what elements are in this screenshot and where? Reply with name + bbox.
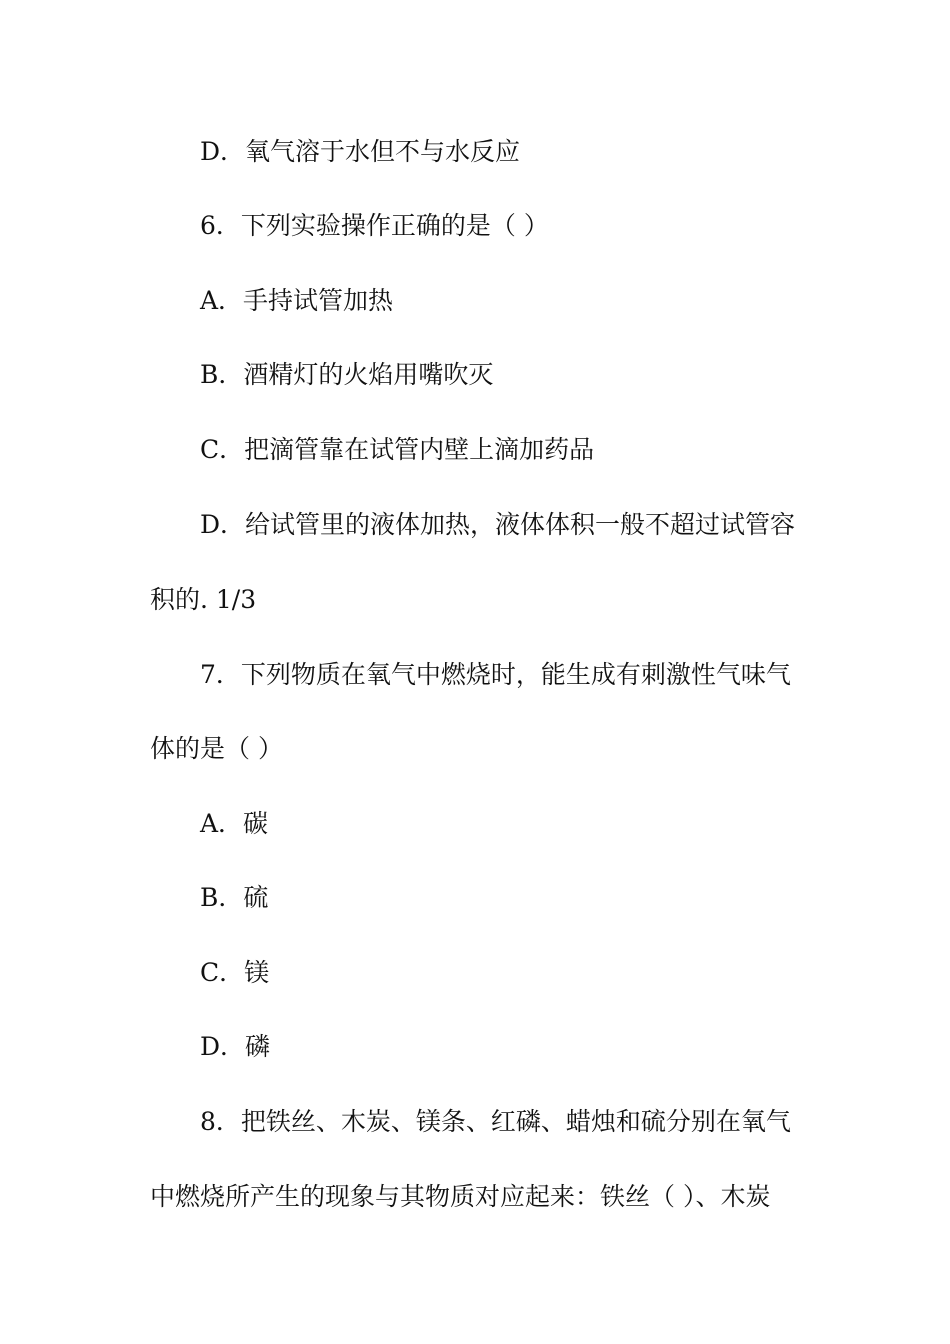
option-c-q7: C．镁: [200, 958, 270, 987]
option-d-q5: D．氧气溶于水但不与水反应: [200, 137, 521, 166]
option-b-q7: B．硫: [200, 883, 269, 912]
option-a-q6: A．手持试管加热: [200, 286, 394, 315]
question-7-line1: 7．下列物质在氧气中燃烧时，能生成有刺激性气味气: [200, 660, 791, 689]
option-a-q7: A．碳: [200, 809, 269, 838]
question-6: 6．下列实验操作正确的是（ ）: [200, 211, 549, 240]
question-8-line1: 8．把铁丝、木炭、镁条、红磷、蜡烛和硫分别在氧气: [200, 1107, 791, 1136]
option-b-q6: B．酒精灯的火焰用嘴吹灭: [200, 360, 494, 389]
option-d-q6-line2: 积的. 1/3: [150, 585, 257, 614]
option-c-q6: C．把滴管靠在试管内壁上滴加药品: [200, 435, 595, 464]
question-8-line2: 中燃烧所产生的现象与其物质对应起来：铁丝（ ）、木炭: [150, 1182, 771, 1211]
question-7-line2: 体的是（ ）: [150, 734, 283, 763]
option-d-q7: D．磷: [200, 1032, 271, 1061]
option-d-q6-line1: D．给试管里的液体加热，液体体积一般不超过试管容: [200, 510, 796, 539]
